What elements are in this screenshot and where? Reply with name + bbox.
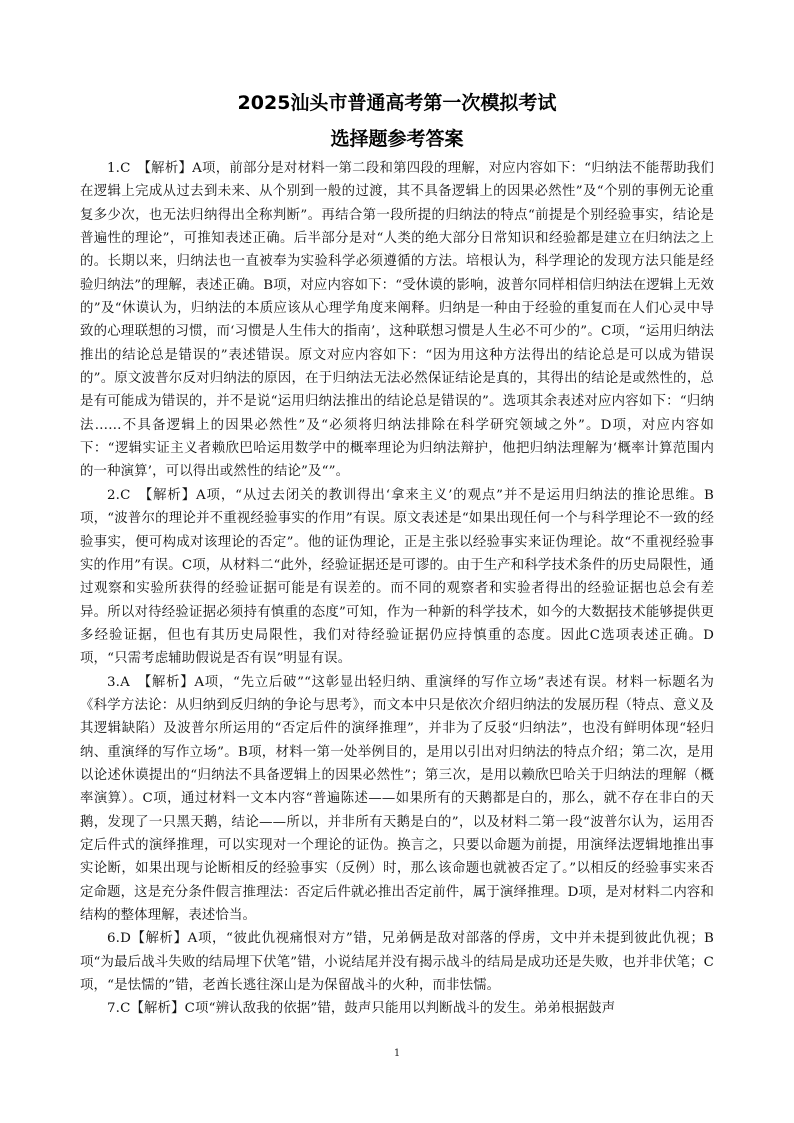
answer-paragraph-2: 2.C 【解析】A项，“从过去闭关的教训得出‘拿来主义’的观点”并不是运用归纳法的推论思维。B项，“波普尔的理论并不重视经验事实的作用”有误。原文表述是“如果出现任何一个与科学理论不一致的经验事实，便可构成对该理论的否定”。他的证伪理论，正是主张以经验事实来证伪理论。故“不重视经验事实的作用”有误。C项，从材料二“此外，经验证据还是可谬的。由于生产和科学技术条件的历史局限性，通过观察和实验所获得的经验证据可能是有误差的。而不同的观察者和实验者得出的经验证据也总会有差异。所以对待经验证据必须持有慎重的态度”可知，作为一种新的科学技术，如今的大数据技术能够提供更多经验证据，但也有其历史局限性，我们对待经验证据仍应持慎重的态度。因此C选项表述正确。D项，“只需考虑辅助假说是否有误”明显有误。: [80, 487, 714, 667]
answer-paragraph-7: 7.C【解析】C项“辨认敌我的依据”错，鼓声只能用以判断战斗的发生。弟弟根据鼓声: [107, 1001, 616, 1017]
answer-paragraph-1: 1.C 【解析】A项，前部分是对材料一第二段和第四段的理解，对应内容如下：“归纳法不能帮助我们在逻辑上完成从过去到未来、从个别到一般的过渡，其不具备逻辑上的因果必然性”及“个别的事例无论重复多少次，也无法归纳得出全称判断”。再结合第一段所提的归纳法的特点“前提是个别经验事实，结论是普遍性的理论”，可推知表述正确。后半部分是对“人类的绝大部分日常知识和经验都是建立在归纳法之上的。长期以来，归纳法也一直被奉为实验科学必须遵循的方法。培根认为，科学理论的发现方法只能是经验归纳法”的理解，表述正确。B项，对应内容如下：“受休谟的影响，波普尔同样相信归纳法在逻辑上无效的”及“休谟认为，归纳法的本质应该从心理学角度来阐释。归纳是一种由于经验的重复而在人们心灵中导致的心理联想的习惯，而‘习惯是人生伟大的指南’，这种联想习惯是人生必不可少的”。C项，“运用归纳法推出的结论总是错误的”表述错误。原文对应内容如下：“因为用这种方法得出的结论总是可以成为错误的”。原文波普尔反对归纳法的原因，在于归纳法无法必然保证结论是真的，其得出的结论是或然性的，总是有可能成为错误的，并不是说“运用归纳法推出的结论总是错误的”。选项其余表述对应内容如下：“归纳法……不具备逻辑上的因果必然性”及“必须将归纳法排除在科学研究领域之外”。D项，对应内容如下：“逻辑实证主义者赖欣巴哈运用数学中的概率理论为归纳法辩护，他把归纳法理解为‘概率计算范围内的一种演算’，可以得出或然性的结论”及“”。: [80, 161, 714, 480]
answer-body: [80, 157, 714, 1021]
page-title: 2025汕头市普通高考第一次模拟考试: [237, 92, 557, 114]
page-number: 1: [393, 1048, 401, 1059]
page-subtitle: 选择题参考答案: [330, 128, 464, 150]
answer-paragraph-6: 6.D【解析】A项，“彼此仇视痛恨对方”错，兄弟俩是敌对部落的俘虏，文中并未提到彼此仇视；B项“为最后战斗失败的结局埋下伏笔”错，小说结尾并没有揭示战斗的结局是成功还是失败，也并非伏笔；C项，“是怯懦的”错，老酋长逃往深山是为保留战斗的火种，而非怯懦。: [80, 931, 714, 994]
answer-paragraph-3: 3.A 【解析】A项，“先立后破”“这彰显出轻归纳、重演绎的写作立场”表述有误。材料一标题名为《科学方法论：从归纳到反归纳的争论与思考》，而文本中只是依次介绍归纳法的发展历程（特点、意义及其逻辑缺陷）及波普尔所运用的“否定后件的演绎推理”，并非为了反驳“归纳法”，也没有鲜明体现“轻归纳、重演绎的写作立场”。B项，材料一第一处举例目的，是用以引出对归纳法的特点介绍；第二次，是用以论述休谟提出的“归纳法不具备逻辑上的因果必然性”；第三次，是用以赖欣巴哈关于归纳法的理解（概率演算）。C项，通过材料一文本内容“普遍陈述——如果所有的天鹅都是白的，那么，就不存在非白的天鹅，发现了一只黑天鹅，结论——所以，并非所有天鹅是白的”，以及材料二第一段“波普尔认为，运用否定后件式的演绎推理，可以实现对一个理论的证伪。换言之，只要以命题为前提，用演绎法逻辑地推出事实论断，如果出现与论断相反的经验事实（反例）时，那么该命题也就被否定了。”以相反的经验事实来否定命题，这是充分条件假言推理法：否定后件就必推出否定前件，属于演绎推理。D项，是对材料二内容和结构的整体理解，表述恰当。: [80, 674, 714, 923]
